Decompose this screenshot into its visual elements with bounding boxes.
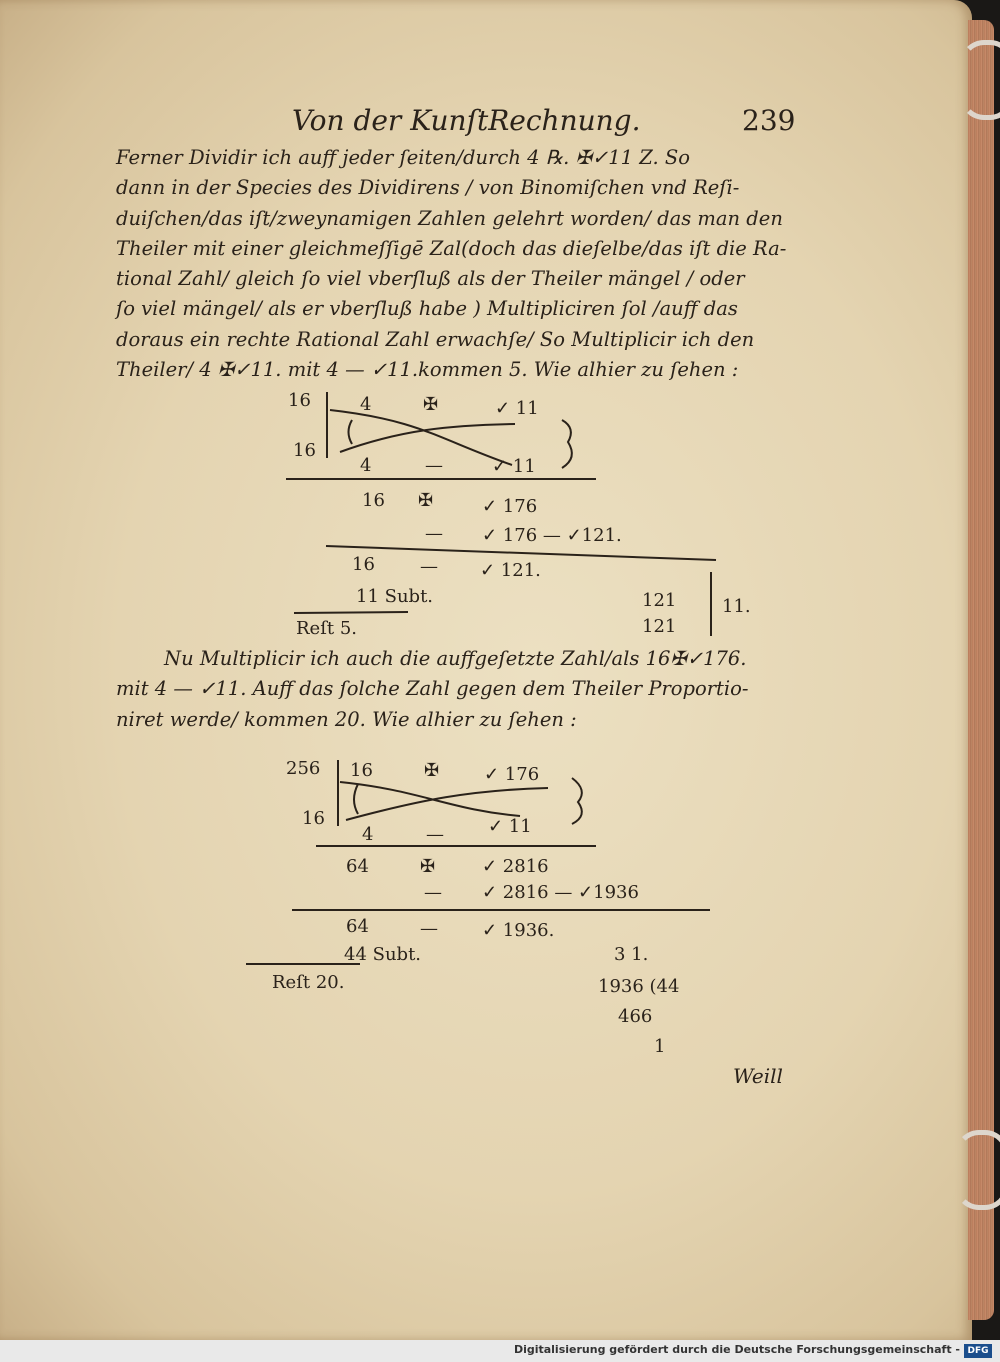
- calc2-row1-op: ✠: [424, 760, 440, 781]
- calc1-product1-a: 16: [362, 490, 385, 511]
- calc2-division-line3: 466: [618, 1006, 653, 1027]
- paragraph-2: [116, 644, 806, 735]
- calc2-result-a: 64: [346, 916, 369, 937]
- calc2-result-b: ✓ 1936.: [482, 920, 555, 941]
- calc1-product1-op: ✠: [418, 490, 434, 511]
- calc2-division-line4: 1: [654, 1036, 666, 1057]
- text-line: doraus ein rechte Rational Zahl erwachſe/ So Multiplicir ich den: [116, 327, 755, 351]
- calc1-remainder: Reſt 5.: [296, 618, 357, 639]
- calc1-side-right: 11.: [722, 596, 751, 617]
- text-line: Nu Multiplicir ich auch die auffgeſetzte Zahl/als 16✠✓176.: [164, 647, 747, 670]
- text-line: Theiler mit einer gleichmeſſigē Zal(doch das dieſelbe/das iſt die Ra-: [116, 236, 787, 260]
- calc2-row1-a: 16: [350, 760, 373, 781]
- calc2-result-op: —: [420, 918, 438, 939]
- calc2-row2-op: —: [426, 824, 444, 845]
- calc1-result-b: ✓ 121.: [480, 560, 541, 581]
- text-line: niret werde/ kommen 20. Wie alhier zu ſehen :: [116, 707, 577, 731]
- calc1-row1-b: ✓ 11: [495, 398, 539, 419]
- text-line: duiſchen/das iſt/zweynamigen Zahlen gelehrt worden/ das man den: [116, 206, 783, 230]
- calc2-product1-op: ✠: [420, 856, 436, 877]
- text-line: tional Zahl/ gleich ſo viel vberſluß als der Theiler mängel / oder: [116, 267, 745, 291]
- calc2-row2-b: ✓ 11: [488, 816, 532, 837]
- calc2-product2-op: —: [424, 882, 442, 903]
- calc1-result-op: —: [420, 556, 438, 577]
- text-line: dann in der Species des Dividirens / von Binomiſchen vnd Reſi-: [116, 176, 740, 200]
- calc1-side-bottom: 121: [642, 616, 677, 637]
- catchword: Weill: [733, 1064, 783, 1088]
- calc1-product2-b: ✓ 176 — ✓121.: [482, 525, 622, 546]
- dfg-logo: DFG: [964, 1344, 992, 1358]
- page-number: 239: [742, 104, 796, 137]
- calc2-product1-b: ✓ 2816: [482, 856, 549, 877]
- calc1-product1-b: ✓ 176: [482, 496, 538, 517]
- calc2-division-line1: 3 1.: [614, 944, 649, 965]
- calc2-row2-a: 4: [362, 824, 374, 845]
- footer-credit: Digitalisierung gefördert durch die Deutsche Forschungsgemeinschaft -: [513, 1343, 960, 1356]
- calc2-left-bottom: 16: [302, 808, 325, 829]
- text-line: Theiler/ 4 ✠✓11. mit 4 — ✓11.kommen 5. Wie alhier zu ſehen :: [116, 358, 739, 382]
- calc1-row1-a: 4: [360, 394, 372, 415]
- calc1-subtrahend: 11 Subt.: [356, 586, 434, 607]
- calc1-row2-a: 4: [360, 455, 372, 476]
- calc2-remainder: Reſt 20.: [272, 972, 345, 993]
- calc1-row1-op: ✠: [423, 394, 439, 415]
- calc1-left-top: 16: [288, 390, 311, 411]
- text-line: ſo viel mängel/ als er vberſluß habe ) Multipliciren ſol /auff das: [116, 297, 738, 321]
- calc2-left-top: 256: [286, 758, 321, 779]
- calc1-row2-op: —: [425, 455, 443, 476]
- calc2-row1-b: ✓ 176: [484, 764, 540, 785]
- text-line: mit 4 — ✓11. Auff das ſolche Zahl gegen dem Theiler Proportio-: [116, 677, 749, 701]
- calc2-product2-b: ✓ 2816 — ✓1936: [482, 882, 639, 903]
- calc1-row2-b: ✓ 11: [492, 456, 536, 477]
- calc2-product1-a: 64: [346, 856, 369, 877]
- running-title: Von der KunſtRechnung.: [292, 104, 641, 137]
- calc1-result-a: 16: [352, 554, 375, 575]
- calc1-side-top: 121: [642, 590, 677, 611]
- calc2-division-line2: 1936 (44: [598, 976, 680, 997]
- calc2-subtrahend: 44 Subt.: [344, 944, 422, 965]
- calc1-left-bottom: 16: [293, 440, 316, 461]
- text-line: Ferner Dividir ich auff jeder ſeiten/durch 4 ℞. ✠✓11 Z. So: [116, 146, 690, 169]
- calc1-product2-op: —: [425, 523, 443, 544]
